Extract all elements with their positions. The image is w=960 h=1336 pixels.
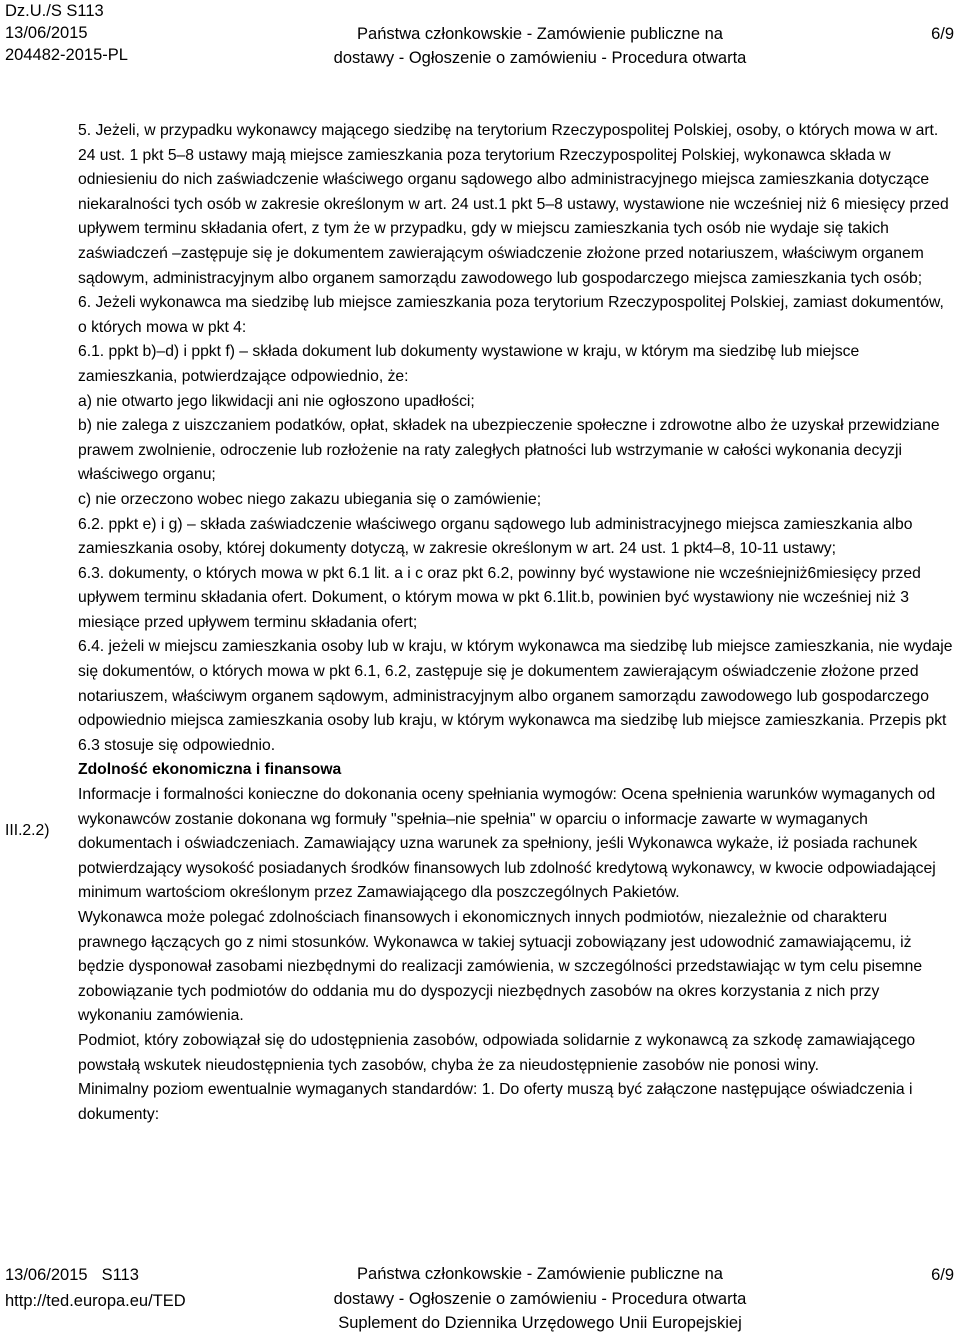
journal-reference: Dz.U./S S113 (5, 2, 104, 20)
footer-title (300, 1262, 780, 1336)
paragraph: 6. Jeżeli wykonawca ma siedzibę lub miejsce zamieszkania poza terytorium Rzeczypospolitej Polskiej, zamiast dokumentów, o których mowa w pkt 4: (78, 294, 944, 336)
section-number: III.2.2) (5, 822, 50, 839)
header-left (5, 0, 128, 66)
publication-date: 13/06/2015 (5, 24, 88, 42)
footer-page-number: 6/9 (931, 1266, 954, 1284)
document-body (78, 119, 953, 1127)
footer-left (5, 1262, 186, 1314)
paragraph: c) nie orzeczono wobec niego zakazu ubiegania się o zamówienie; (78, 490, 542, 508)
footer-date-code (5, 1262, 186, 1288)
paragraph: 5. Jeżeli, w przypadku wykonawcy mającego siedzibę na terytorium Rzeczypospolitej Polskiej, osoby, o których mowa w art. 24 ust. 1 pkt 5–8 ustawy mają miejsce zamieszkania poza terytorium Rzeczypospolitej Polskiej, wykonawca składa w odniesieniu do nich zaświadczenie właściwego organu sądowego albo administracyjnego miejsca zamieszkania dotyczące niekaralności tych osób w zakresie określonym w art. 24 ust.1 pkt 5–8 ustawy, wystawione nie wcześniej niż 6 miesięcy przed upływem terminu składania ofert, z tym że w przypadku, gdy w miejscu zamieszkania tych osób nie wydaje się takich zaświadczeń –zastępuje się je dokumentem zawierającym oświadczenie złożone przed notariuszem, właściwym organem sądowym, administracyjnym albo organem samorządu zawodowego lub gospodarczego miejsca zamieszkania tych osób; (78, 122, 949, 287)
paragraph: a) nie otwarto jego likwidacji ani nie ogłoszono upadłości; (78, 392, 475, 410)
paragraph: 6.3. dokumenty, o których mowa w pkt 6.1 lit. a i c oraz pkt 6.2, powinny być wystawione nie wcześniejniż6miesięcy przed upływem terminu składania ofert. Dokument, o którym mowa w pkt 6.1lit.b, powinien być wystawiony nie wcześniej niż 3 miesiące przed upływem terminu składania ofert; (78, 564, 921, 631)
paragraph: Informacje i formalności konieczne do dokonania oceny spełniania wymogów: Ocena spełnienia warunków wymaganych od wykonawców zostanie dokonana wg formuły "spełnia–nie spełnia" w oparciu o informacje zawarte w wymaganych dokumentach i oświadczeniach. Zamawiający uzna warunek za spełniony, jeśli Wykonawca wykaże, iż posiada rachunek potwierdzający wysokość posiadanych środków finansowych lub zdolność kredytową wykonawcy, w kwocie odpowiadającej minimum wartościom określonym przez Zamawiającego dla poszczególnych Pakietów. (78, 786, 936, 902)
footer-title-line3: Suplement do Dziennika Urzędowego Unii Europejskiej (338, 1314, 742, 1332)
paragraph: Minimalny poziom ewentualnie wymaganych standardów: 1. Do oferty muszą być załączone następujące oświadczenia i dokumenty: (78, 1081, 913, 1123)
paragraph: 6.1. ppkt b)–d) i ppkt f) – składa dokument lub dokumenty wystawione w kraju, w którym ma siedzibę lub miejsce zamieszkania, potwierdzające odpowiednio, że: (78, 343, 860, 385)
header-title-line1: Państwa członkowskie - Zamówienie publiczne na (357, 25, 723, 43)
footer-code: S113 (101, 1266, 139, 1284)
paragraph: 6.2. ppkt e) i g) – składa zaświadczenie właściwego organu sądowego lub administracyjnego miejsca zamieszkania albo zamieszkania osoby, której dokumenty dotyczą, w zakresie określonym w art. 24 ust. 1 pkt4–8, 10-11 ustawy; (78, 515, 913, 558)
paragraph: 6.4. jeżeli w miejscu zamieszkania osoby lub w kraju, w którym wykonawca ma siedzibę lub miejsce zamieszkania, nie wydaje się dokumentów, o których mowa w pkt 6.1, 6.2, zastępuje się je dokumentem zawierającym oświadczenie złożone przed notariuszem, właściwym organem sądowym, administracyjnym albo organem samorządu zawodowego lub gospodarczego odpowiednio miejsca zamieszkania osoby lub kraju, w którym wykonawca ma siedzibę lub miejsce zamieszkania. Przepis pkt 6.3 stosuje się odpowiednio. (78, 638, 953, 754)
section-title: Zdolność ekonomiczna i finansowa (78, 761, 342, 779)
footer-title-line1: Państwa członkowskie - Zamówienie publiczne na (357, 1265, 723, 1283)
footer-date: 13/06/2015 (5, 1266, 88, 1284)
footer-url[interactable]: http://ted.europa.eu/TED (5, 1292, 186, 1310)
footer-title-line2: dostawy - Ogłoszenie o zamówieniu - Procedura otwarta (333, 1289, 747, 1308)
paragraph: Podmiot, który zobowiązał się do udostępnienia zasobów, odpowiada solidarnie z wykonawcą za szkodę zamawiającego powstałą wskutek nieudostępnienia tych zasobów, chyba że za nieudostępnienie zasobów nie ponosi winy. (78, 1031, 916, 1074)
paragraph: Wykonawca może polegać zdolnościach finansowych i ekonomicznych innych podmiotów, niezależnie od charakteru prawnego łączących go z nimi stosunków. Wykonawca w takiej sytuacji zobowiązany jest udowodnić zamawiającemu, iż będzie dysponował zasobami niezbędnymi do realizacji zamówienia, w szczególności przedstawiając w tym celu pisemne zobowiązanie tych podmiotów do oddania mu do dyspozycji niezbędnych zasobów na okres korzystania z nich przy wykonaniu zamówienia. (78, 909, 923, 1025)
header-title (300, 22, 780, 70)
header-page-number: 6/9 (931, 25, 954, 43)
paragraph: b) nie zalega z uiszczaniem podatków, opłat, składek na ubezpieczenie społeczne i zdrowotne albo że uzyskał przewidziane prawem zwolnienie, odroczenie lub rozłożenie na raty zaległych płatności lub wstrzymanie w całości wykonania decyzji właściwego organu; (78, 417, 940, 484)
notice-number: 204482-2015-PL (5, 46, 128, 64)
header-title-line2: dostawy - Ogłoszenie o zamówieniu - Procedura otwarta (333, 49, 747, 67)
